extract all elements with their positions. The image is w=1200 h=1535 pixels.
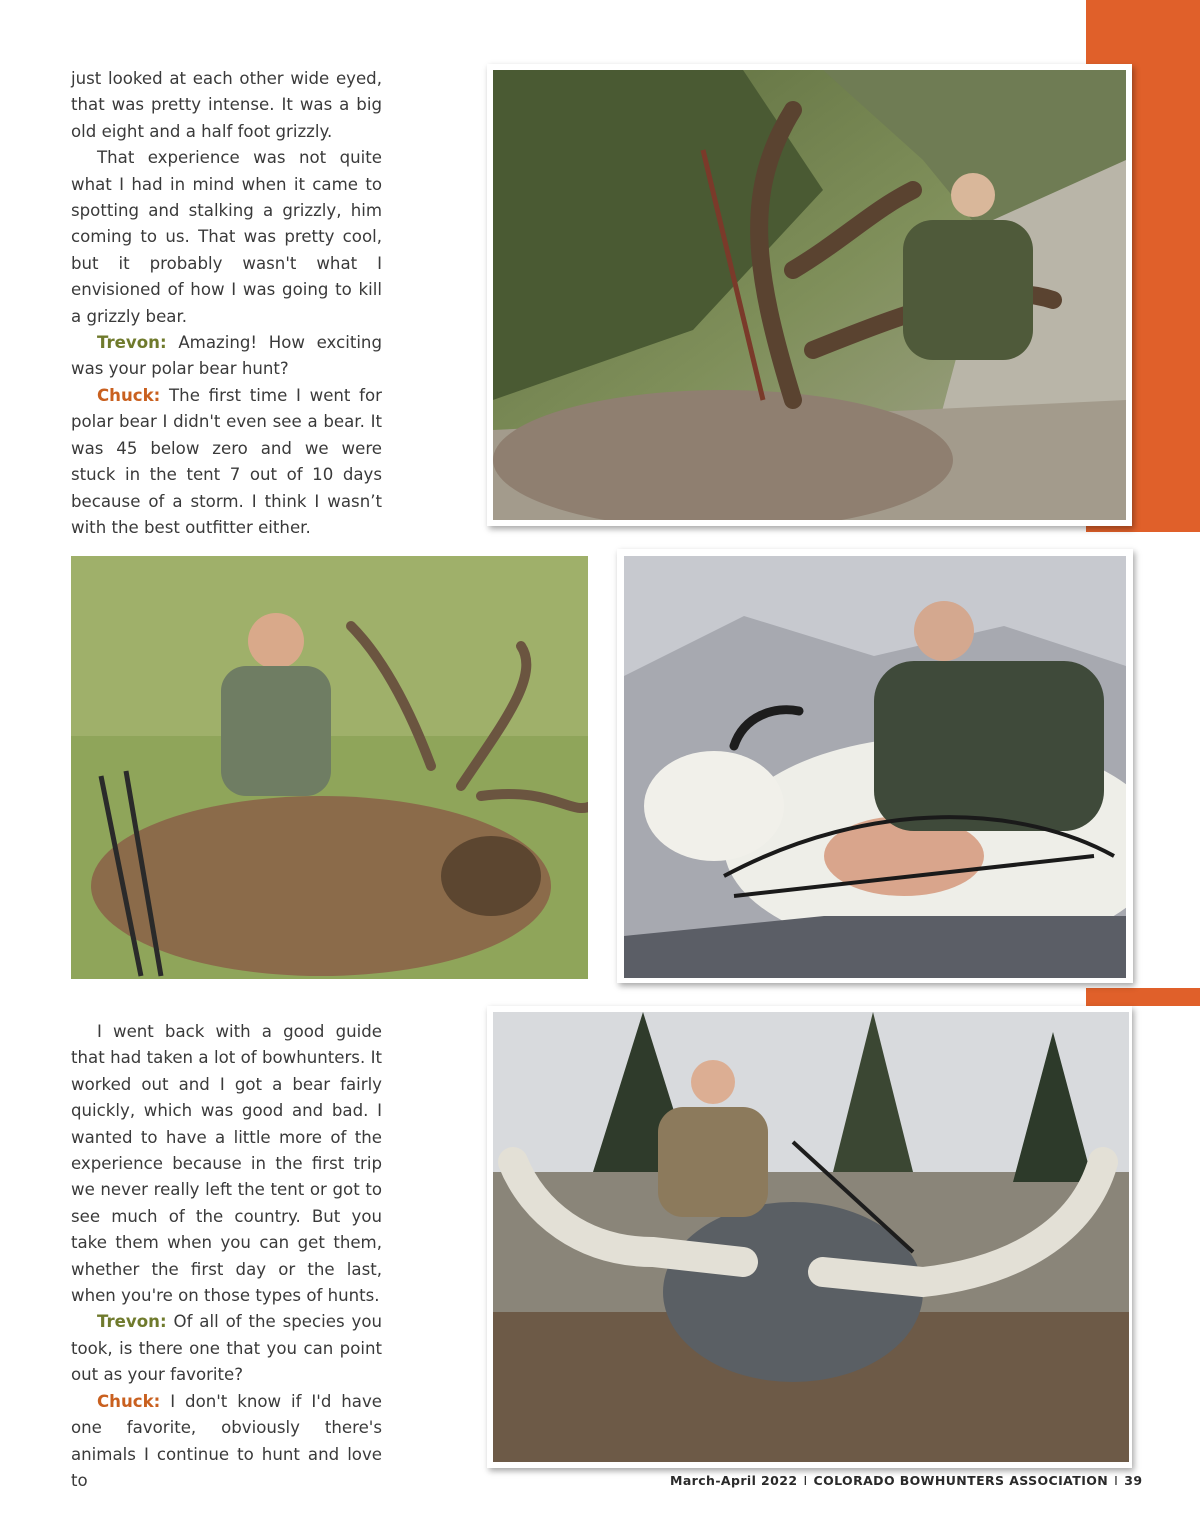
answer-text: I don't know if I'd have one favorite, obviously there's animals I continue to hunt and love to xyxy=(71,1391,382,1490)
article-column-top xyxy=(71,66,382,541)
article-paragraph: That experience was not quite what I had in mind when it came to spotting and stalking a grizzly, him coming to us. That was pretty cool, but it probably wasn't what I envisioned of how I was going to kill a grizzly bear. xyxy=(71,148,382,326)
qa-question xyxy=(71,330,382,383)
article-paragraph: I went back with a good guide that had taken a lot of bowhunters. It worked out and I got a bear fairly quickly, which was good and bad. I wanted to have a little more of the experience because in the first trip we never really left the tent or got to see much of the country. But you take them when you can get them, whether the first day or the last, when you're on those types of hunts. xyxy=(71,1022,382,1306)
speaker-trevon: Trevon: xyxy=(97,1312,167,1332)
photo-caribou-hunter xyxy=(493,70,1126,520)
speaker-trevon: Trevon: xyxy=(97,333,167,353)
speaker-chuck: Chuck: xyxy=(97,1391,161,1411)
orange-accent-bar-bottom xyxy=(1086,988,1200,1006)
footer-separator: I xyxy=(1114,1473,1119,1488)
footer-separator: I xyxy=(803,1473,808,1488)
answer-text: The first time I went for polar bear I didn't even see a bear. It was 45 below zero and we were stuck in the tent 7 out of 10 days because of a storm. I think I wasn’t with the best outfitter either. xyxy=(71,385,382,537)
speaker-chuck: Chuck: xyxy=(97,385,161,405)
question-text: Of all of the species you took, is there one that you can point out as your favorite? xyxy=(71,1312,382,1385)
footer-issue: March-April 2022 xyxy=(670,1473,798,1488)
photo-moose-hunter xyxy=(493,1012,1129,1462)
photo-elk-hunter xyxy=(71,556,588,979)
article-column-bottom xyxy=(71,1019,382,1494)
question-text: Amazing! How exciting was your polar bear hunt? xyxy=(71,333,382,379)
photo-mountain-goat-hunter xyxy=(624,556,1126,978)
qa-question xyxy=(71,1309,382,1388)
article-paragraph: just looked at each other wide eyed, that was pretty intense. It was a big old eight and a half foot grizzly. xyxy=(71,69,382,141)
qa-answer xyxy=(71,383,382,541)
page-footer xyxy=(670,1473,1143,1488)
qa-answer xyxy=(71,1389,382,1495)
footer-publication: COLORADO BOWHUNTERS ASSOCIATION xyxy=(813,1473,1109,1488)
page-number: 39 xyxy=(1124,1473,1143,1488)
